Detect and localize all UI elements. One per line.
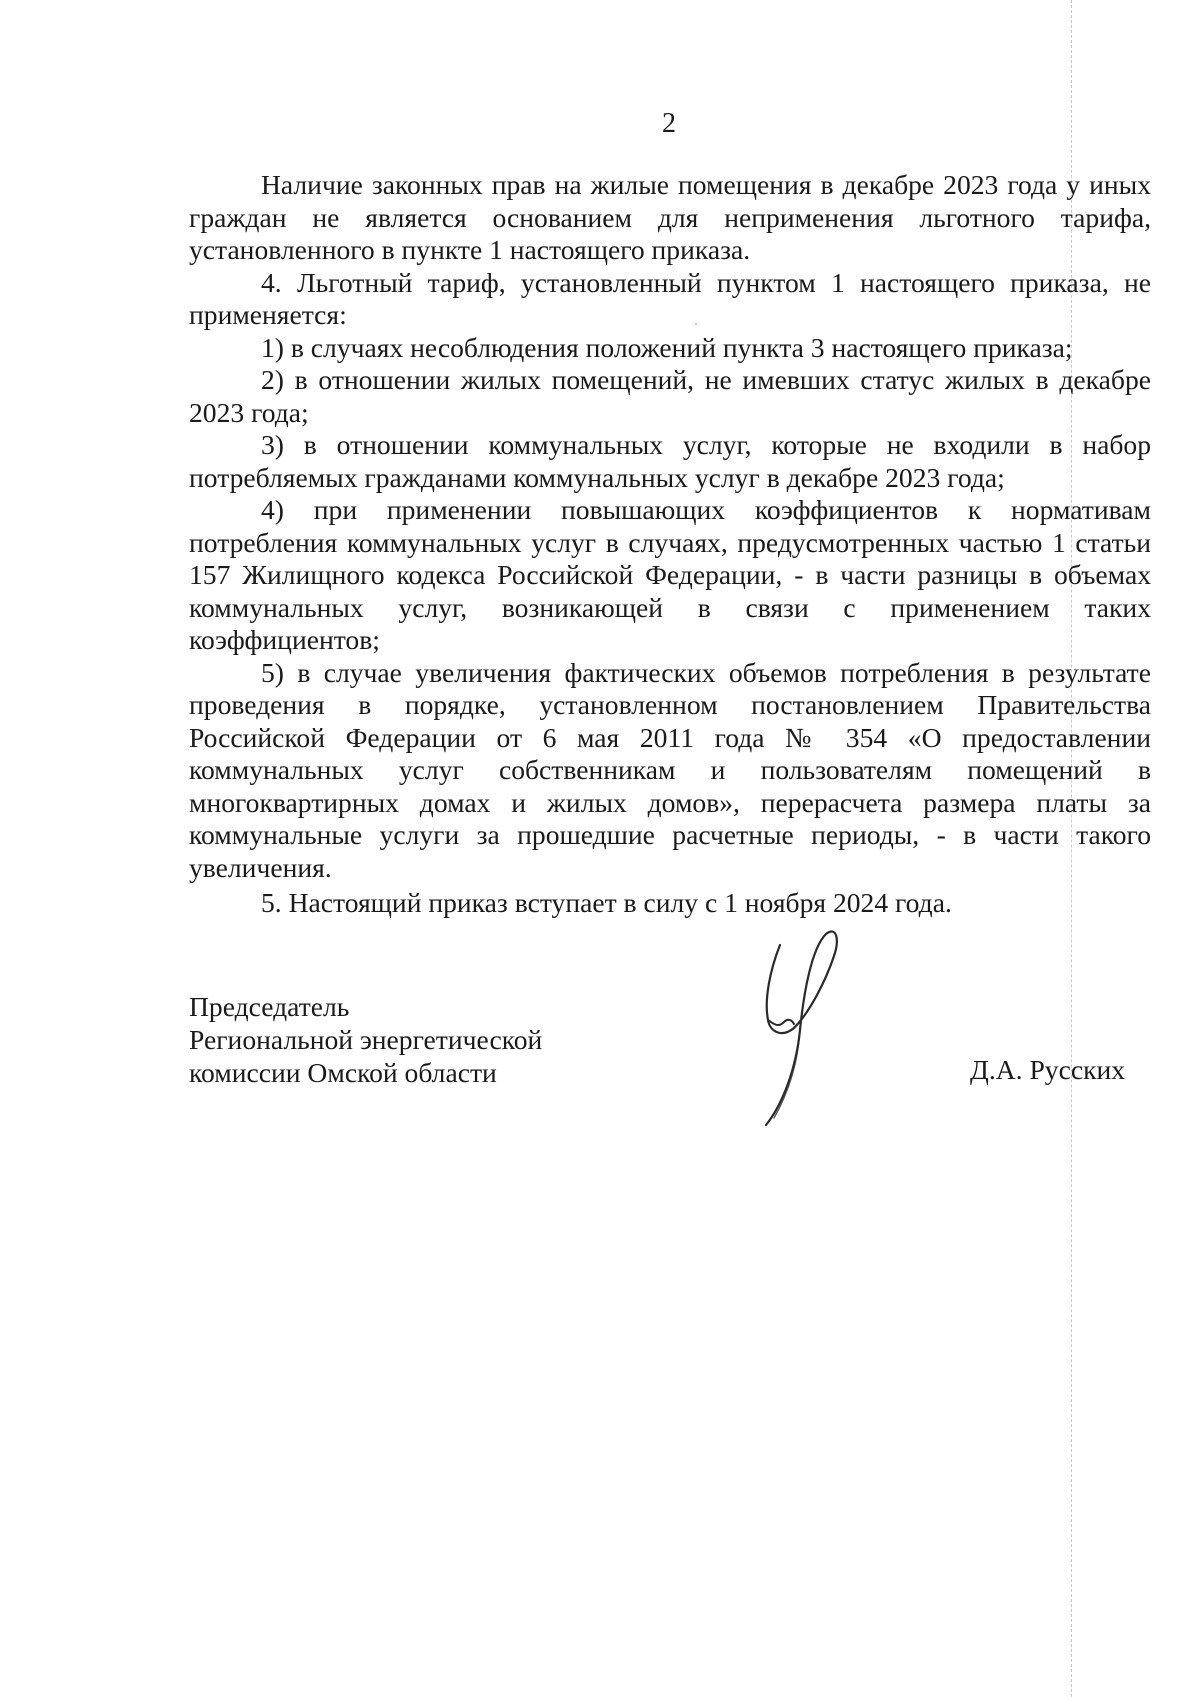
handwritten-signature (760, 920, 870, 1140)
list-item-4-2: 2) в отношении жилых помещений, не имевших статус жилых в декабре 2023 года; (189, 364, 1151, 428)
list-item-4-3: 3) в отношении коммунальных услуг, которые не входили в набор потребляемых гражданами коммунальных услуг в декабре 2023 года; (189, 429, 1151, 493)
paragraph-effective-date: 5. Настоящий приказ вступает в силу с 1 ноября 2024 года. (261, 887, 952, 918)
signer-title-line: Региональной энергетической (189, 1024, 543, 1055)
signer-name: Д.А. Русских (970, 1054, 1126, 1085)
signature-stroke-inner (768, 1020, 794, 1025)
signature-stroke (766, 931, 837, 1125)
signer-title-block (189, 990, 542, 1089)
list-item-4-4: 4) при применении повышающих коэффициентов к нормативам потребления коммунальных услуг в случаях, предусмотренных частью 1 статьи 157 Жилищного кодекса Российской Федерации, - в части разницы в объемах коммунальных услуг, возникающей в связи с применением таких коэффициентов; (189, 494, 1151, 655)
document-body (189, 169, 1151, 920)
list-item-4-1: 1) в случаях несоблюдения положений пункта 3 настоящего приказа; (261, 331, 1073, 363)
page-number: 2 (662, 108, 676, 139)
signer-title-line: Председатель (189, 991, 350, 1022)
signer-title-line: комиссии Омской области (189, 1057, 497, 1088)
paragraph-legal-rights: Наличие законных прав на жилые помещения в декабре 2023 года у иных граждан не является основанием для неприменения льготного тарифа, установленного в пункте 1 настоящего приказа. (189, 169, 1151, 265)
paragraph-item-4-heading: 4. Льготный тариф, установленный пунктом 1 настоящего приказа, не применяется: (189, 266, 1151, 330)
list-item-4-5: 5) в случае увеличения фактических объемов потребления в результате проведения в порядке, установленном постановлением Правительства Российской Федерации от 6 мая 2011 года № 354 «О предоставлении коммунальных услуг собственникам и пользователям помещений в многоквартирных домах и жилых домов», перерасчета размера платы за коммунальные услуги за прошедшие расчетные периоды, - в части такого увеличения. (189, 656, 1151, 883)
